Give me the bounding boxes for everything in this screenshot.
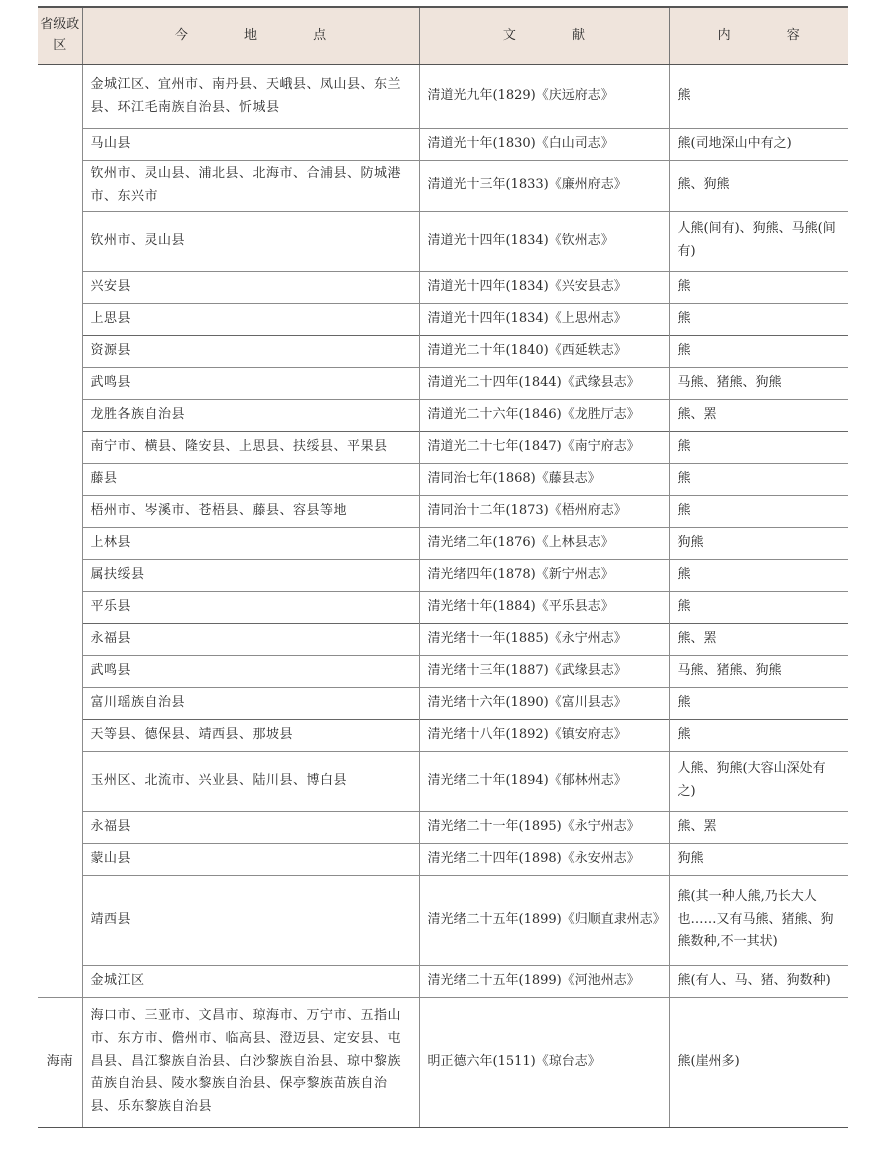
place-cell: 梧州市、岑溪市、苍梧县、藤县、容县等地 [82, 495, 419, 527]
source-cell: 清道光十三年(1833)《廉州府志》 [419, 161, 669, 212]
source-cell: 清光绪二十一年(1895)《永宁州志》 [419, 811, 669, 843]
content-cell: 熊(司地深山中有之) [669, 129, 848, 161]
table-row [38, 997, 848, 1127]
records-table [38, 6, 848, 1128]
table-row [38, 303, 848, 335]
content-cell: 狗熊 [669, 527, 848, 559]
source-cell: 清道光十四年(1834)《兴安县志》 [419, 271, 669, 303]
header-source: 文 献 [419, 7, 669, 65]
source-cell: 清道光二十年(1840)《西延轶志》 [419, 335, 669, 367]
content-cell: 马熊、猪熊、狗熊 [669, 655, 848, 687]
place-cell: 藤县 [82, 463, 419, 495]
content-cell: 熊 [669, 65, 848, 129]
place-cell: 属扶绥县 [82, 559, 419, 591]
source-cell: 清光绪二十年(1894)《郁林州志》 [419, 751, 669, 811]
place-cell: 平乐县 [82, 591, 419, 623]
table-row [38, 559, 848, 591]
table-row [38, 431, 848, 463]
table-row [38, 65, 848, 129]
source-cell: 清光绪十一年(1885)《永宁州志》 [419, 623, 669, 655]
content-cell: 熊 [669, 335, 848, 367]
table-row [38, 687, 848, 719]
table-row [38, 655, 848, 687]
content-cell: 熊 [669, 495, 848, 527]
table-row [38, 367, 848, 399]
content-cell: 熊、狗熊 [669, 161, 848, 212]
table-row [38, 271, 848, 303]
content-cell: 熊、罴 [669, 811, 848, 843]
table-row [38, 811, 848, 843]
source-cell: 清同治十二年(1873)《梧州府志》 [419, 495, 669, 527]
table-row [38, 161, 848, 212]
table-row [38, 527, 848, 559]
content-cell: 熊 [669, 719, 848, 751]
content-cell: 熊 [669, 303, 848, 335]
table-row [38, 495, 848, 527]
content-cell: 熊(其一种人熊,乃长大人也……又有马熊、猪熊、狗熊数种,不一其状) [669, 875, 848, 965]
source-cell: 清光绪二十四年(1898)《永安州志》 [419, 843, 669, 875]
place-cell: 靖西县 [82, 875, 419, 965]
content-cell: 熊(有人、马、猪、狗数种) [669, 965, 848, 997]
table-row [38, 335, 848, 367]
table-row [38, 751, 848, 811]
place-cell: 永福县 [82, 623, 419, 655]
source-cell: 清道光二十六年(1846)《龙胜厅志》 [419, 399, 669, 431]
source-cell: 清道光二十四年(1844)《武缘县志》 [419, 367, 669, 399]
header-row [38, 7, 848, 65]
place-cell: 上思县 [82, 303, 419, 335]
place-cell: 永福县 [82, 811, 419, 843]
source-cell: 清光绪二十五年(1899)《河池州志》 [419, 965, 669, 997]
place-cell: 钦州市、灵山县 [82, 211, 419, 271]
place-cell: 海口市、三亚市、文昌市、琼海市、万宁市、五指山市、东方市、儋州市、临高县、澄迈县、定安县、屯昌县、昌江黎族自治县、白沙黎族自治县、琼中黎族苗族自治县、陵水黎族自治县、保亭黎族苗族自治县、乐东黎族自治县 [82, 997, 419, 1127]
place-cell: 武鸣县 [82, 655, 419, 687]
content-cell: 熊(崖州多) [669, 997, 848, 1127]
place-cell: 金城江区 [82, 965, 419, 997]
place-cell: 上林县 [82, 527, 419, 559]
table-row [38, 965, 848, 997]
content-cell: 熊 [669, 559, 848, 591]
table-row [38, 875, 848, 965]
source-cell: 清光绪十八年(1892)《镇安府志》 [419, 719, 669, 751]
source-cell: 清道光九年(1829)《庆远府志》 [419, 65, 669, 129]
table-row [38, 211, 848, 271]
content-cell: 熊 [669, 271, 848, 303]
table-row [38, 129, 848, 161]
table-row [38, 591, 848, 623]
source-cell: 清光绪二年(1876)《上林县志》 [419, 527, 669, 559]
content-cell: 马熊、猪熊、狗熊 [669, 367, 848, 399]
table-row [38, 463, 848, 495]
content-cell: 人熊、狗熊(大容山深处有之) [669, 751, 848, 811]
content-cell: 人熊(间有)、狗熊、马熊(间有) [669, 211, 848, 271]
province-cell-guangxi [38, 65, 82, 998]
content-cell: 熊 [669, 431, 848, 463]
place-cell: 玉州区、北流市、兴业县、陆川县、博白县 [82, 751, 419, 811]
province-cell-hainan: 海南 [38, 997, 82, 1127]
table-row [38, 399, 848, 431]
place-cell: 钦州市、灵山县、浦北县、北海市、合浦县、防城港市、东兴市 [82, 161, 419, 212]
table-body [38, 65, 848, 1128]
place-cell: 马山县 [82, 129, 419, 161]
place-cell: 资源县 [82, 335, 419, 367]
place-cell: 天等县、德保县、靖西县、那坡县 [82, 719, 419, 751]
table-row [38, 719, 848, 751]
source-cell: 清道光十年(1830)《白山司志》 [419, 129, 669, 161]
content-cell: 狗熊 [669, 843, 848, 875]
place-cell: 金城江区、宜州市、南丹县、天峨县、凤山县、东兰县、环江毛南族自治县、忻城县 [82, 65, 419, 129]
header-place: 今 地 点 [82, 7, 419, 65]
place-cell: 南宁市、横县、隆安县、上思县、扶绥县、平果县 [82, 431, 419, 463]
place-cell: 富川瑶族自治县 [82, 687, 419, 719]
source-cell: 明正德六年(1511)《琼台志》 [419, 997, 669, 1127]
content-cell: 熊、罴 [669, 623, 848, 655]
place-cell: 龙胜各族自治县 [82, 399, 419, 431]
table-row [38, 843, 848, 875]
content-cell: 熊 [669, 687, 848, 719]
source-cell: 清光绪十六年(1890)《富川县志》 [419, 687, 669, 719]
source-cell: 清道光二十七年(1847)《南宁府志》 [419, 431, 669, 463]
source-cell: 清光绪十三年(1887)《武缘县志》 [419, 655, 669, 687]
source-cell: 清同治七年(1868)《藤县志》 [419, 463, 669, 495]
header-province: 省级政区 [38, 7, 82, 65]
source-cell: 清道光十四年(1834)《钦州志》 [419, 211, 669, 271]
table-row [38, 623, 848, 655]
source-cell: 清光绪二十五年(1899)《归顺直隶州志》 [419, 875, 669, 965]
source-cell: 清道光十四年(1834)《上思州志》 [419, 303, 669, 335]
source-cell: 清光绪十年(1884)《平乐县志》 [419, 591, 669, 623]
place-cell: 兴安县 [82, 271, 419, 303]
source-cell: 清光绪四年(1878)《新宁州志》 [419, 559, 669, 591]
header-content: 内 容 [669, 7, 848, 65]
place-cell: 武鸣县 [82, 367, 419, 399]
content-cell: 熊、罴 [669, 399, 848, 431]
content-cell: 熊 [669, 463, 848, 495]
place-cell: 蒙山县 [82, 843, 419, 875]
content-cell: 熊 [669, 591, 848, 623]
